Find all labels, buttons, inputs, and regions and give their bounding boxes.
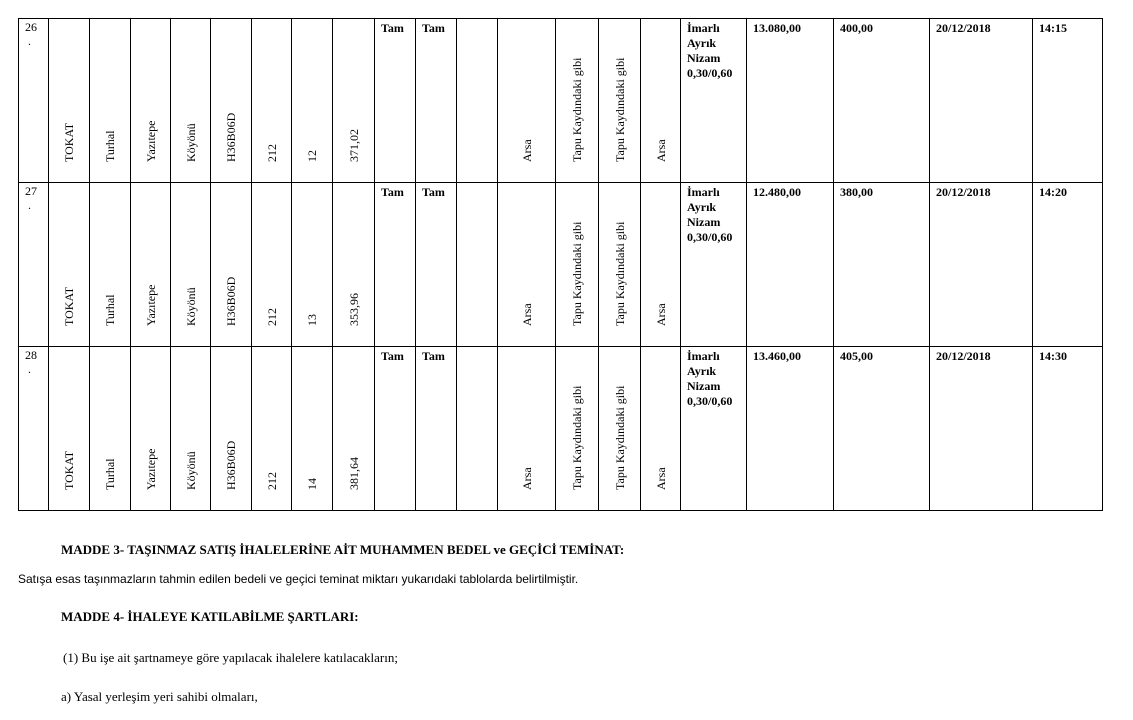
status-1-cell	[556, 183, 599, 347]
date-cell	[930, 19, 1033, 183]
zoning-line: Ayrık	[687, 200, 717, 214]
share-a-cell	[375, 19, 416, 183]
quality-cell	[641, 347, 681, 511]
row-number-cell	[19, 347, 49, 511]
type-cell	[498, 183, 556, 347]
district-text: Turhal	[103, 458, 117, 490]
estimated-price-text: 12.480,00	[753, 185, 801, 199]
locality-cell	[171, 347, 211, 511]
row-number-dot: .	[28, 198, 31, 212]
status-1-cell	[556, 347, 599, 511]
status-1-text: Tapu Kaydındaki gibi	[570, 57, 584, 162]
area-text: 371,02	[346, 129, 361, 162]
empty-cell	[457, 19, 498, 183]
table-row	[19, 19, 1103, 183]
madde4-item-a: a) Yasal yerleşim yeri sahibi olmaları,	[61, 689, 258, 704]
locality-cell	[171, 19, 211, 183]
table-row	[19, 347, 1103, 511]
locality-cell	[171, 183, 211, 347]
zoning-line: Nizam	[687, 379, 721, 393]
zoning-line: Ayrık	[687, 364, 717, 378]
time-text: 14:30	[1039, 349, 1067, 363]
province-text: TOKAT	[62, 450, 76, 490]
status-2-cell	[599, 347, 641, 511]
locality-text: Köyönü	[183, 123, 198, 162]
parcel-text: 14	[305, 478, 319, 490]
date-cell	[930, 347, 1033, 511]
madde4-heading: MADDE 4- İHALEYE KATILABİLME ŞARTLARI:	[61, 609, 359, 624]
quality-cell	[641, 19, 681, 183]
time-text: 14:15	[1039, 21, 1067, 35]
type-cell	[498, 347, 556, 511]
date-cell	[930, 183, 1033, 347]
area-text: 353,96	[346, 293, 361, 326]
quality-text: Arsa	[653, 303, 668, 326]
zoning-text	[687, 185, 747, 245]
time-cell	[1033, 183, 1103, 347]
deposit-cell	[834, 19, 930, 183]
parcel-cell	[292, 19, 333, 183]
block-cell	[252, 183, 292, 347]
parcel-cell	[292, 347, 333, 511]
estimated-price-cell	[747, 347, 834, 511]
deposit-text: 405,00	[840, 349, 873, 363]
zoning-cell	[681, 19, 747, 183]
type-cell	[498, 19, 556, 183]
auction-property-table	[18, 18, 1103, 511]
locality-text: Köyönü	[183, 287, 198, 326]
status-2-cell	[599, 19, 641, 183]
zoning-text	[687, 349, 747, 409]
zoning-cell	[681, 347, 747, 511]
block-text: 212	[264, 472, 279, 490]
zoning-cell	[681, 183, 747, 347]
time-cell	[1033, 347, 1103, 511]
zoning-text	[687, 21, 747, 81]
share-b-cell	[416, 19, 457, 183]
quality-text: Arsa	[653, 139, 668, 162]
share-b-cell	[416, 183, 457, 347]
type-text: Arsa	[519, 139, 534, 162]
status-2-text: Tapu Kaydındaki gibi	[612, 221, 627, 326]
district-cell	[90, 183, 131, 347]
row-number: 27	[25, 184, 37, 198]
province-text: TOKAT	[62, 122, 76, 162]
share-a-text: Tam	[381, 185, 404, 199]
parcel-text: 12	[305, 150, 319, 162]
estimated-price-cell	[747, 19, 834, 183]
type-text: Arsa	[519, 467, 534, 490]
district-cell	[90, 19, 131, 183]
quality-text: Arsa	[653, 467, 668, 490]
date-text: 20/12/2018	[936, 349, 991, 363]
status-2-text: Tapu Kaydındaki gibi	[612, 57, 627, 162]
zoning-line: İmarlı	[687, 21, 720, 35]
madde3-body: Satışa esas taşınmazların tahmin edilen bedeli ve geçici teminat miktarı yukarıdaki tablolarda belirtilmiştir.	[18, 572, 579, 586]
status-1-text: Tapu Kaydındaki gibi	[570, 221, 584, 326]
madde4-item-1: (1) Bu işe ait şartnameye göre yapılacak ihalelere katılacakların;	[63, 650, 398, 665]
zoning-line: 0,30/0,60	[687, 66, 733, 80]
date-text: 20/12/2018	[936, 21, 991, 35]
deposit-cell	[834, 183, 930, 347]
neighborhood-cell	[131, 347, 171, 511]
row-number: 26	[25, 20, 37, 34]
row-number-cell	[19, 183, 49, 347]
area-cell	[333, 19, 375, 183]
share-a-cell	[375, 347, 416, 511]
zoning-line: İmarlı	[687, 185, 720, 199]
block-cell	[252, 19, 292, 183]
neighborhood-text: Yazıtepe	[143, 284, 158, 326]
deposit-text: 400,00	[840, 21, 873, 35]
quality-cell	[641, 183, 681, 347]
deposit-text: 380,00	[840, 185, 873, 199]
sheet-text: H36B06D	[224, 276, 238, 326]
empty-cell	[457, 183, 498, 347]
share-b-text: Tam	[422, 185, 445, 199]
deposit-cell	[834, 347, 930, 511]
estimated-price-cell	[747, 183, 834, 347]
area-text: 381,64	[346, 457, 361, 490]
row-number-dot: .	[28, 362, 31, 376]
district-text: Turhal	[103, 294, 117, 326]
province-text: TOKAT	[62, 286, 76, 326]
share-b-text: Tam	[422, 21, 445, 35]
locality-text: Köyönü	[183, 451, 198, 490]
share-a-cell	[375, 183, 416, 347]
time-cell	[1033, 19, 1103, 183]
status-2-text: Tapu Kaydındaki gibi	[612, 385, 627, 490]
share-b-text: Tam	[422, 349, 445, 363]
status-1-text: Tapu Kaydındaki gibi	[570, 385, 584, 490]
zoning-line: İmarlı	[687, 349, 720, 363]
type-text: Arsa	[519, 303, 534, 326]
district-cell	[90, 347, 131, 511]
madde3-heading: MADDE 3- TAŞINMAZ SATIŞ İHALELERİNE AİT MUHAMMEN BEDEL ve GEÇİCİ TEMİNAT:	[61, 542, 625, 557]
zoning-line: Ayrık	[687, 36, 717, 50]
zoning-line: Nizam	[687, 215, 721, 229]
block-text: 212	[264, 308, 279, 326]
status-2-cell	[599, 183, 641, 347]
row-number-cell	[19, 19, 49, 183]
share-a-text: Tam	[381, 349, 404, 363]
neighborhood-text: Yazıtepe	[143, 448, 158, 490]
neighborhood-cell	[131, 19, 171, 183]
status-1-cell	[556, 19, 599, 183]
parcel-cell	[292, 183, 333, 347]
row-number: 28	[25, 348, 37, 362]
area-cell	[333, 183, 375, 347]
district-text: Turhal	[103, 130, 117, 162]
neighborhood-text: Yazıtepe	[143, 120, 158, 162]
row-number-dot: .	[28, 34, 31, 48]
block-text: 212	[264, 144, 279, 162]
time-text: 14:20	[1039, 185, 1067, 199]
zoning-line: 0,30/0,60	[687, 230, 733, 244]
estimated-price-text: 13.080,00	[753, 21, 801, 35]
province-cell	[49, 19, 90, 183]
estimated-price-text: 13.460,00	[753, 349, 801, 363]
sheet-cell	[211, 183, 252, 347]
sheet-text: H36B06D	[224, 112, 238, 162]
area-cell	[333, 347, 375, 511]
sheet-cell	[211, 347, 252, 511]
date-text: 20/12/2018	[936, 185, 991, 199]
sheet-cell	[211, 19, 252, 183]
neighborhood-cell	[131, 183, 171, 347]
share-b-cell	[416, 347, 457, 511]
parcel-text: 13	[305, 314, 319, 326]
province-cell	[49, 183, 90, 347]
sheet-text: H36B06D	[224, 440, 238, 490]
block-cell	[252, 347, 292, 511]
zoning-line: 0,30/0,60	[687, 394, 733, 408]
zoning-line: Nizam	[687, 51, 721, 65]
share-a-text: Tam	[381, 21, 404, 35]
province-cell	[49, 347, 90, 511]
empty-cell	[457, 347, 498, 511]
table-row	[19, 183, 1103, 347]
